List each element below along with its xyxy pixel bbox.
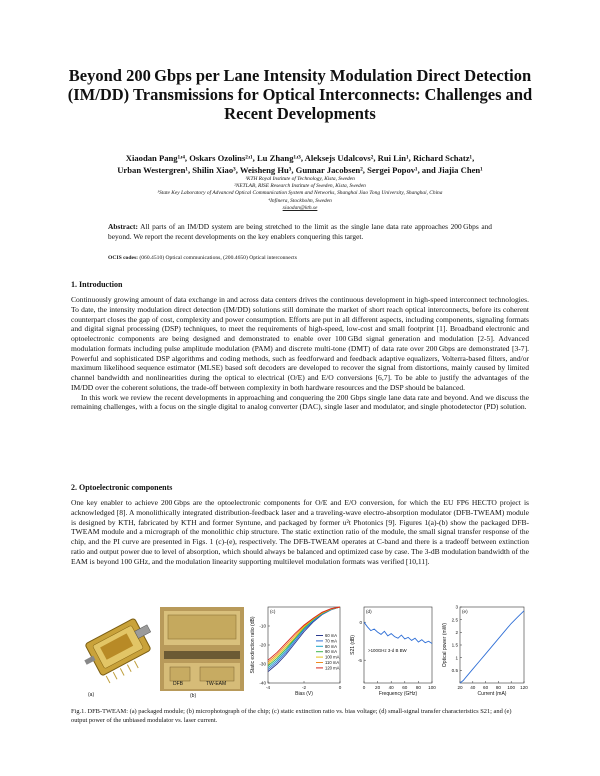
- x-tick-label: 40: [470, 685, 476, 690]
- panel-d-chart: [348, 603, 436, 707]
- y-tick-label: 1.5: [451, 642, 458, 648]
- s21-chart: [348, 603, 436, 707]
- abstract: [108, 222, 492, 242]
- section-1-paragraph-1: Continuously growing amount of data exchange in and across data centers drives the continuous development in high-speed interconnect technologies. To date, the intensity modulation direct detection (IM/DD) solutions still dominate the market of short reach optical interconnects, before its coherent counterpart closes the gap of cost, complexity and power consumption. Efforts are put in all different aspects, including components, signaling formats and digital signal processing (DSP) techniques, to meet the requirements of high-speed, low-cost and small footprint [1]. Broadband electronic and optoelectronic components are being designed and demonstrated to enable over 100 GBd signal generation and modulation [2-5]. Advanced modulation formats including pulse amplitude modulation (PAM) and discrete multi-tone (DMT) of data rate over 200 Gbps are demonstrated [3-7]. Powerful and sophisticated DSP algorithms and coding methods, such as feedforward and feedback adaptive equalizers, Volterra-based filters, and/or maximum likelihood sequence estimator (MLSE) based soft decoders are developed to recover the signal from distortions, mainly caused by limited channel bandwidth and nonlinearities during the optical to electrical (O/E) and E/O conversions [6,7]. To be able to justify the advantages of the IM/DD over the coherent solutions, the trade-off between complexity in both hardware resources and the DSP should be balanced.: [71, 295, 529, 392]
- affiliation-3: ³State Key Laboratory of Advanced Optical Communication System and Networks, Shanghai Jiao Tong University, Shanghai, China: [157, 190, 443, 197]
- y-axis-label: S21 (dB): [350, 635, 356, 655]
- y-tick-label: 0.5: [451, 667, 458, 673]
- chip-label-dfb: DFB: [173, 681, 183, 687]
- section-2-heading: 2. Optoelectronic components: [71, 483, 173, 492]
- y-tick-label: -20: [259, 642, 266, 648]
- authors-line-2: Urban Westergren¹, Shilin Xiao³, Weisheng Hu³, Gunnar Jacobsen², Sergei Popov¹, and Jiajia Chen¹: [117, 165, 483, 175]
- x-tick-label: 60: [483, 685, 489, 690]
- chip-micrograph-image: [160, 607, 244, 699]
- panel-b-micrograph: [160, 607, 244, 699]
- x-tick-label: 20: [375, 685, 381, 690]
- x-tick-label: 0: [362, 685, 366, 690]
- panel-c-chart: [248, 603, 344, 707]
- panel-label: (d): [366, 609, 372, 614]
- y-tick-label: 0: [359, 619, 362, 625]
- legend-entry: 60 mA: [325, 633, 338, 638]
- abstract-text: All parts of an IM/DD system are being stretched to the limit as the single lane data rate approaches 200 Gbps and beyond. We report the recent developments on the key enablers conquering this target.: [108, 222, 492, 241]
- affiliation-4: ⁴Infinera, Stockholm, Sweden: [268, 197, 332, 204]
- plot-frame: [460, 607, 524, 683]
- legend-entry: 70 mA: [325, 638, 338, 644]
- panel-label: (e): [462, 609, 468, 614]
- affiliations: [64, 176, 536, 212]
- ocis-codes: [108, 254, 492, 262]
- y-axis-label: Static extinction ratio (dB): [250, 616, 256, 674]
- x-tick-label: 80: [415, 685, 421, 690]
- affiliation-1: ¹KTH Royal Institute of Technology, Kista, Sweden: [245, 176, 355, 182]
- x-tick-label: 40: [388, 685, 394, 690]
- chip-label-tweam: TW-EAM: [206, 681, 227, 687]
- x-tick-label: -4: [265, 685, 271, 690]
- panel-e-chart: [440, 603, 528, 707]
- x-tick-label: 80: [495, 685, 501, 690]
- ocis-text: (060.4510) Optical communications, (200.4650) Optical interconnects: [138, 255, 297, 261]
- legend-entry: 100 mA: [325, 654, 340, 660]
- y-tick-label: 1: [455, 655, 458, 661]
- section-1-paragraph-2: In this work we review the recent developments in approaching and conquering the 200 Gbps single lane data rate and beyond. And we discuss the remaining challenges, with a focus on the single digital to analog converter (DAC), single laser and modulator, and single photodetector (PD) solution.: [71, 392, 529, 412]
- x-tick-label: 20: [457, 685, 463, 690]
- y-tick-label: -30: [259, 661, 266, 667]
- packaged-module-image: [80, 603, 156, 699]
- paper-title: Beyond 200 Gbps per Lane Intensity Modulation Direct Detection (IM/DD) Transmissions for Optical Interconnects: Challenges and Recent Developments: [67, 66, 533, 123]
- y-tick-label: -5: [357, 657, 362, 663]
- y-tick-label: -10: [259, 623, 266, 629]
- figure-1-caption: Fig.1. DFB-TWEAM: (a) packaged module; (b) microphotograph of the chip; (c) static extinction ratio vs. bias voltage; (d) small-signal transfer characteristics S21; and (e) output power of the unbiased modulator vs. laser current.: [71, 708, 512, 724]
- section-1-heading: 1. Introduction: [71, 280, 123, 289]
- x-tick-label: 120: [520, 685, 528, 690]
- section-1-body: [71, 295, 529, 412]
- panel-b-label: (b): [190, 693, 197, 699]
- author-list: [64, 152, 536, 176]
- optical-power-chart: [440, 603, 528, 707]
- y-tick-label: 3: [455, 604, 458, 610]
- legend-entry: 90 mA: [325, 649, 338, 655]
- legend-entry: 110 mA: [325, 660, 340, 665]
- y-tick-label: 2: [455, 629, 458, 635]
- affiliation-2: ²NETLAB, RISE Research Institute of Sweden, Kista, Sweden: [234, 183, 366, 190]
- legend-entry: 80 mA: [325, 643, 338, 649]
- y-tick-label: -40: [259, 680, 266, 686]
- ocis-label: OCIS codes:: [108, 255, 138, 261]
- panel-a-label: (a): [88, 692, 95, 698]
- x-tick-label: 100: [507, 685, 516, 690]
- x-tick-label: 100: [428, 685, 436, 690]
- x-axis-label: Bias (V): [295, 691, 313, 697]
- chart-annotation: >100GHz 3-d B BW: [368, 647, 407, 653]
- authors-line-1: Xiaodan Pang¹ʴ⁴, Oskars Ozolins²ʴ¹, Lu Zhang¹ʴ³, Aleksejs Udalcovs², Rui Lin¹, Richard Schatz¹,: [125, 153, 475, 163]
- x-axis-label: Frequency (GHz): [378, 691, 418, 697]
- abstract-label: Abstract:: [108, 222, 138, 231]
- x-tick-label: 0: [338, 685, 342, 690]
- y-tick-label: 2.5: [451, 617, 458, 623]
- panel-a-photo: [80, 603, 156, 699]
- panel-label: (c): [270, 609, 276, 614]
- legend-entry: 120 mA: [325, 665, 340, 671]
- x-tick-label: 60: [402, 685, 408, 690]
- section-2-paragraph-1: One key enabler to achieve 200 Gbps are the optoelectronic components for O/E and E/O conversion, for which the EU FP6 HECTO project is acknowledged [8]. A monolithically integrated distribution-feedback laser and a traveling-wave electro-absorption modulator (DFB-TWEAM) module is designed by KTH, fabricated by KTH and former Syntune, and packaged by former u²t Photonics [9]. Figures 1(a)-(b) show the packaged DFB-TWEAM module and a micrograph of the monolithic chip structure. The static extinction ratio of the module, the small signal transfer response of the chip, and the PI curve are presented in Figs. 1 (c)-(e), respectively. The DFB-TWEAM operates at C-band and there is a tradeoff between extinction ratio and output power due to level of absorption, which should always be balanced and optimized case by case. The 3-dB modulation bandwidth of the EAM is beyond 100 GHz, and the modulation linearity supporting multilevel modulation formats was verified [10,11].: [71, 498, 530, 566]
- figure-1: [80, 603, 528, 707]
- extinction-ratio-chart: [248, 603, 344, 707]
- email-link[interactable]: xiaodan@kth.se: [282, 204, 318, 211]
- y-axis-label: Optical power (mW): [442, 622, 448, 668]
- plot-frame: [364, 607, 432, 683]
- section-2-body: [71, 498, 529, 566]
- x-tick-label: -2: [301, 685, 307, 690]
- x-axis-label: Current (mA): [477, 691, 507, 697]
